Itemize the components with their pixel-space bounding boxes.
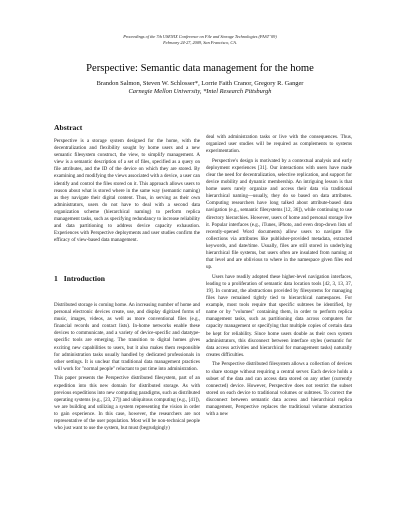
abstract-paragraph: Perspective is a storage system designed for the home, with the decentralization and flexibility sought by home users and a new semantic filesystem construct, the view, to simplify management. A view is a semantic description of a set of files, specified as a query on file attributes, and the ID of the device on which they are stored. By examining and modifying the views associated with a device, a user can identify and control the files stored on it. This approach allows users to reason about what is stored where in the same way (semantic naming) as they navigate their digital content. Thus, in serving as their own administrators, users do not have to deal with a second data organization scheme (hierarchical naming) to perform replica management tasks, such as specifying redundancy to increase reliability and data partitioning to address device capacity exhaustion. Experiences with Perspective deployments and user studies confirm the efficacy of view-based data management.: [54, 138, 200, 244]
proceedings-line-1: Proceedings of the 7th USENIX Conference on File and Storage Technologies (FAST '09): [123, 34, 277, 39]
proceedings-header: [0, 34, 400, 46]
intro-paragraph-1: Distributed storage is coming home. An increasing number of home and personal electronic devices create, use, and display digitized forms of music, images, videos, as well as more conventional files (e.g., financial records and contact lists). In-home networks enable these devices to communicate, and a variety of device-specific and datatype-specific tools are emerging. The transition to digital homes gives exciting new capabilities to users, but it also makes them responsible for administration tasks usually handled by dedicated professionals in other settings. It is unclear that traditional data management practices will work for "normal people" reluctant to put time into administration.: [54, 302, 200, 372]
section-number: 1: [54, 274, 58, 283]
right-paragraph-2: Perspective's design is motivated by a contextual analysis and early deployment experiences [31]. Our interactions with users have made clear the need for decentralization, selective replication, and support for device mobility and dynamic membership. An intriguing lesson is that home users rarely organize and access their data via traditional hierarchical naming—usually, they do so based on data attributes. Computing researchers have long talked about attribute-based data navigation (e.g., semantic filesystems [12, 36]), while continuing to use directory hierarchies. However, users of home and personal storage live it. Popular interfaces (e.g., iTunes, iPhoto, and even drop-down lists of recently-opened Word documents) allow users to navigate file collections via attributes like publisher-provided metadata, extracted keywords, and date/time. Usually, files are still stored in underlying hierarchical file systems, but users often are insulated from naming at that level and are oblivious to where in the namespace given files end up.: [206, 157, 352, 271]
right-paragraph-3: Users have readily adopted these higher-level navigation interfaces, leading to a proliferation of semantic data location tools [42, 3, 13, 37, 19]. In contrast, the abstractions provided by filesystems for managing files have remained tightly tied to hierarchical namespaces. For example, most tools require that specific subtrees be identified, by name or by "volumes" containing them, in order to perform replica management tasks, such as partitioning data across computers for capacity management or specifying that multiple copies of certain data be kept for reliability. Since home users double as their own system administrators, this disconnect between interface styles (semantic for data access activities and hierarchical for management tasks) naturally creates difficulties.: [206, 273, 352, 358]
paper-title: Perspective: Semantic data management for the home: [86, 63, 314, 74]
author-list: Brandon Salmon, Steven W. Schlosser*, Lorrie Faith Cranor, Gregory R. Ganger: [96, 80, 304, 87]
affiliation: Carnegie Mellon University, *Intel Research Pittsburgh: [128, 88, 272, 95]
section-title: Introduction: [63, 274, 106, 283]
abstract-body: [54, 138, 200, 247]
right-paragraph-4: The Perspective distributed filesystem allows a collection of devices to share storage without requiring a central server. Each device holds a subset of the data and can access data stored on any other (currently connected) device. However, Perspective does not restrict the subset stored on each device to traditional volumes or subtrees. To correct the disconnect between semantic data access and hierarchical replica management, Perspective replaces the traditional volume abstraction with a new: [206, 361, 352, 418]
intro-paragraph-2: This paper presents the Perspective distributed filesystem, part of an expedition into this new domain for distributed storage. As with previous expeditions into new computing paradigms, such as distributed operating systems (e.g., [23, 27]) and ubiquitous computing (e.g., [41]), we are building and utilizing a system representing the vision in order to gain experience. In this case, however, the researchers are not representative of the user population. Most will be non-technical people who just want to use the system, but must (begrudgingly): [54, 375, 200, 432]
section-heading-introduction: [54, 274, 105, 284]
abstract-heading: Abstract: [54, 123, 83, 132]
proceedings-line-2: February 24-27, 2009, San Francisco, CA.: [163, 40, 237, 45]
right-paragraph-1: deal with administration tasks or live with the consequences. Thus, organized user studies will be required as complements to systems experimentation.: [206, 134, 352, 155]
introduction-body-left: [54, 302, 200, 435]
right-column-body: [206, 134, 352, 421]
